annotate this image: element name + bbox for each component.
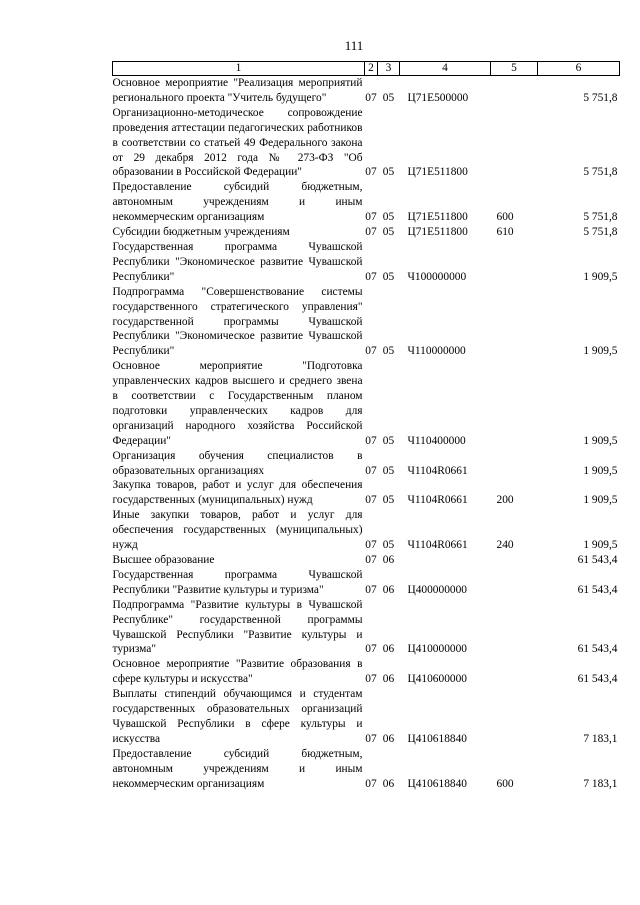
table-row <box>113 553 620 568</box>
row-target-article: Ц71Е511800 <box>407 211 468 224</box>
row-amount: 5 751,8 <box>583 211 618 224</box>
table-body <box>113 76 620 792</box>
row-section: 07 <box>365 673 377 686</box>
row-amount: 61 543,4 <box>577 583 618 596</box>
budget-table <box>112 61 620 792</box>
table-header <box>113 62 620 76</box>
table-row <box>113 478 620 508</box>
row-subsection: 06 <box>382 777 395 790</box>
table-row <box>113 225 620 240</box>
row-name: Организационно-методическое сопровождение проведения аттестации педагогических работников в соответствии со статьей 49 Федерального закона от 29 декабря 2012 года № 273-ФЗ "Об образовании в Российской Федерации" <box>112 106 363 179</box>
row-expense-type <box>491 553 538 568</box>
table-row <box>113 285 620 360</box>
row-name: Закупка товаров, работ и услуг для обеспечения государственных (муниципальных) нужд <box>112 479 363 507</box>
row-subsection: 05 <box>382 345 395 358</box>
row-target-article: Ч110000000 <box>407 345 466 358</box>
header-col-6: 6 <box>538 62 620 76</box>
row-section: 07 <box>365 494 377 507</box>
table-row <box>113 76 620 106</box>
row-subsection: 05 <box>382 494 395 507</box>
row-target-article: Ц71Е511800 <box>407 226 468 239</box>
row-subsection: 06 <box>382 554 395 566</box>
header-col-3: 3 <box>378 62 400 76</box>
row-subsection: 05 <box>382 539 395 552</box>
row-target-article: Ч110400000 <box>407 434 466 447</box>
row-amount: 1 909,5 <box>583 434 618 447</box>
row-target-article: Ч1104R0661 <box>407 464 468 477</box>
row-amount: 7 183,1 <box>583 732 618 745</box>
row-expense-type: 610 <box>496 226 514 239</box>
row-expense-type <box>491 598 538 658</box>
row-subsection: 05 <box>382 434 395 447</box>
row-amount: 1 909,5 <box>583 539 618 552</box>
row-amount: 61 543,4 <box>577 643 618 656</box>
row-section: 07 <box>365 226 377 239</box>
row-section: 07 <box>365 643 377 656</box>
row-target-article: Ц410000000 <box>407 643 467 656</box>
row-target-article: Ц400000000 <box>407 583 467 596</box>
table-row <box>113 687 620 747</box>
table-row <box>113 106 620 181</box>
row-expense-type <box>491 240 538 285</box>
row-amount: 7 183,1 <box>583 777 618 790</box>
row-name: Подпрограмма "Развитие культуры в Чувашской Республике" государственной программы Чувашской Республики "Развитие культуры и туризма" <box>112 598 363 656</box>
table-row <box>113 180 620 225</box>
row-subsection: 06 <box>382 732 395 745</box>
row-subsection: 05 <box>382 211 395 224</box>
row-target-article: Ч1104R0661 <box>407 494 468 507</box>
row-section: 07 <box>365 464 377 477</box>
row-expense-type: 600 <box>496 777 514 790</box>
row-target-article <box>400 553 491 568</box>
row-amount: 5 751,8 <box>583 226 618 239</box>
header-col-5: 5 <box>491 62 538 76</box>
row-section: 07 <box>365 345 377 358</box>
row-amount: 1 909,5 <box>583 270 618 283</box>
row-section: 07 <box>365 732 377 745</box>
row-subsection: 06 <box>382 673 395 686</box>
row-amount: 61 543,4 <box>577 554 618 566</box>
row-section: 07 <box>365 554 377 566</box>
row-section: 07 <box>365 211 377 224</box>
row-expense-type <box>491 76 538 106</box>
row-name: Предоставление субсидий бюджетным, автономным учреждениям и иным некоммерческим организациям <box>112 747 363 790</box>
row-section: 07 <box>365 434 377 447</box>
row-name: Организация обучения специалистов в образовательных организациях <box>112 449 363 477</box>
row-section: 07 <box>365 91 377 104</box>
page-number: 111 <box>344 38 364 53</box>
row-name: Субсидии бюджетным учреждениям <box>112 226 290 239</box>
row-target-article: Ц71Е511800 <box>407 166 468 179</box>
header-col-1: 1 <box>113 62 365 76</box>
row-subsection: 05 <box>382 226 395 239</box>
row-expense-type <box>491 285 538 360</box>
row-amount: 61 543,4 <box>577 673 618 686</box>
row-expense-type <box>491 568 538 598</box>
row-target-article: Ц410618840 <box>407 732 467 745</box>
table-row <box>113 657 620 687</box>
row-target-article: Ц410618840 <box>407 777 467 790</box>
table-row <box>113 449 620 479</box>
row-section: 07 <box>365 777 377 790</box>
row-target-article: Ч1104R0661 <box>407 539 468 552</box>
row-subsection: 05 <box>382 91 395 104</box>
row-section: 07 <box>365 270 377 283</box>
table-row <box>113 747 620 792</box>
row-expense-type <box>491 657 538 687</box>
header-row <box>113 62 620 76</box>
table-row <box>113 359 620 448</box>
row-section: 07 <box>365 539 377 552</box>
row-name: Предоставление субсидий бюджетным, автономным учреждениям и иным некоммерческим организациям <box>112 181 363 224</box>
row-expense-type <box>491 449 538 479</box>
row-name: Высшее образование <box>112 554 215 566</box>
row-target-article: Ц71Е500000 <box>407 91 469 104</box>
row-amount: 1 909,5 <box>583 494 618 507</box>
row-section: 07 <box>365 166 377 179</box>
row-target-article: Ц410600000 <box>407 673 467 686</box>
row-name: Подпрограмма "Совершенствование системы государственного стратегического управления" государственной программы Чувашской Республики "Экономическое развитие Чувашской Республики" <box>112 285 363 358</box>
row-amount: 5 751,8 <box>583 91 618 104</box>
table-row <box>113 508 620 553</box>
table-row <box>113 568 620 598</box>
row-name: Государственная программа Чувашской Республики "Экономическое развитие Чувашской Республики" <box>112 240 363 283</box>
row-expense-type: 240 <box>496 539 514 552</box>
row-expense-type <box>491 106 538 181</box>
row-subsection: 05 <box>382 166 395 179</box>
row-name: Государственная программа Чувашской Республики "Развитие культуры и туризма" <box>112 568 363 596</box>
row-name: Иные закупки товаров, работ и услуг для обеспечения государственных (муниципальных) нужд <box>112 509 363 552</box>
row-section: 07 <box>365 583 377 596</box>
row-subsection: 05 <box>382 464 395 477</box>
row-name: Выплаты стипендий обучающимся и студентам государственных образовательных организаций Чувашской Республики в сфере культуры и искусства <box>112 688 363 745</box>
row-expense-type <box>491 359 538 448</box>
row-expense-type: 600 <box>496 211 514 224</box>
table-row <box>113 240 620 285</box>
row-expense-type <box>491 687 538 747</box>
row-target-article: Ч100000000 <box>407 270 467 283</box>
header-col-4: 4 <box>400 62 491 76</box>
row-subsection: 05 <box>382 270 395 283</box>
row-amount: 5 751,8 <box>583 166 618 179</box>
row-name: Основное мероприятие "Развитие образования в сфере культуры и искусства" <box>112 658 363 686</box>
row-subsection: 06 <box>382 583 395 596</box>
row-subsection: 06 <box>382 643 395 656</box>
row-name: Основное мероприятие "Реализация мероприятий регионального проекта "Учитель будущего" <box>112 77 363 104</box>
table-row <box>113 598 620 658</box>
row-amount: 1 909,5 <box>583 345 618 358</box>
header-col-2: 2 <box>365 62 378 76</box>
row-expense-type: 200 <box>496 494 514 507</box>
row-name: Основное мероприятие "Подготовка управленческих кадров высшего и среднего звена в соответствии с Государственным планом подготовки управленческих кадров для организаций народного хозяйства Российской Федерации" <box>112 360 363 447</box>
row-amount: 1 909,5 <box>583 464 618 477</box>
